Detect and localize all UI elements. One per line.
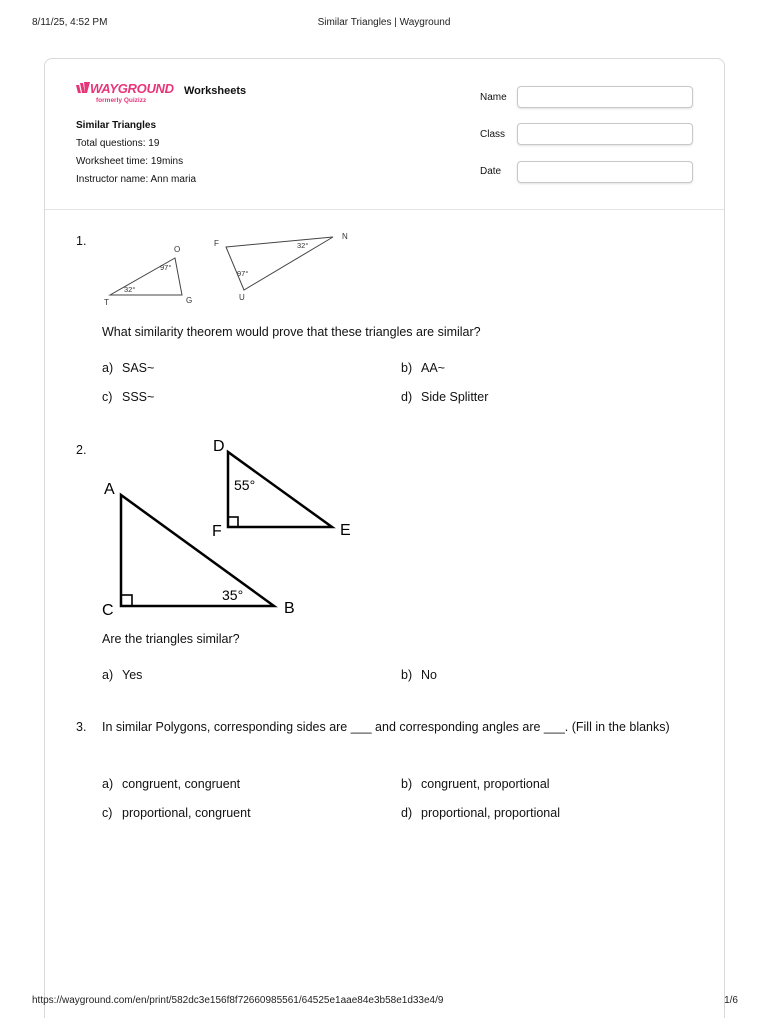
angle-32-b: 32° bbox=[297, 241, 309, 250]
label-T: T bbox=[104, 298, 109, 307]
option-text: proportional, proportional bbox=[421, 806, 560, 820]
question-2-number: 2. bbox=[76, 443, 87, 457]
option-letter: c) bbox=[102, 390, 113, 404]
label-F-q2: F bbox=[212, 523, 222, 540]
label-A: A bbox=[104, 481, 115, 498]
print-footer bbox=[0, 995, 768, 1009]
angle-35: 35° bbox=[222, 587, 244, 603]
q1-option-c[interactable] bbox=[102, 390, 154, 404]
total-questions: Total questions: 19 bbox=[76, 138, 160, 149]
option-letter: c) bbox=[102, 806, 113, 820]
date-input[interactable] bbox=[517, 161, 693, 183]
option-letter: d) bbox=[401, 390, 413, 404]
label-C: C bbox=[102, 602, 114, 619]
label-B: B bbox=[284, 600, 295, 617]
option-letter: b) bbox=[401, 361, 413, 375]
worksheet-title: Similar Triangles bbox=[76, 120, 157, 131]
right-angle-F bbox=[228, 517, 238, 527]
q1-option-d[interactable] bbox=[401, 390, 488, 404]
label-D: D bbox=[213, 438, 225, 455]
brand-name: WAYGROUND bbox=[90, 81, 174, 96]
label-F: F bbox=[214, 239, 219, 248]
option-letter: a) bbox=[102, 668, 114, 682]
page-count: 1/6 bbox=[724, 995, 738, 1006]
option-text: No bbox=[421, 668, 437, 682]
option-text: congruent, congruent bbox=[122, 777, 241, 791]
class-input[interactable] bbox=[517, 123, 693, 145]
question-1-text: What similarity theorem would prove that these triangles are similar? bbox=[102, 325, 481, 339]
label-O: O bbox=[174, 245, 181, 254]
label-G: G bbox=[186, 296, 193, 305]
q1-option-a[interactable] bbox=[102, 361, 154, 375]
name-label: Name bbox=[480, 92, 507, 103]
option-letter: b) bbox=[401, 777, 413, 791]
question-2-text: Are the triangles similar? bbox=[102, 632, 240, 646]
option-text: AA~ bbox=[421, 361, 445, 375]
option-text: congruent, proportional bbox=[421, 777, 550, 791]
label-E: E bbox=[340, 522, 351, 539]
option-letter: b) bbox=[401, 668, 413, 682]
angle-32-a: 32° bbox=[124, 285, 136, 294]
option-text: proportional, congruent bbox=[122, 806, 251, 820]
name-input[interactable] bbox=[517, 86, 693, 108]
angle-97-b: 97° bbox=[237, 269, 249, 278]
wayground-logo bbox=[76, 81, 180, 111]
question-2-figure bbox=[96, 432, 366, 622]
right-angle-C bbox=[121, 595, 132, 606]
option-text: Yes bbox=[122, 668, 143, 682]
q2-option-b[interactable] bbox=[401, 668, 437, 682]
angle-55: 55° bbox=[234, 477, 256, 493]
brand-wordmark bbox=[76, 81, 174, 96]
option-text: SAS~ bbox=[122, 361, 155, 375]
q3-option-b[interactable] bbox=[401, 777, 550, 791]
worksheet-header bbox=[45, 59, 724, 210]
print-header bbox=[0, 17, 768, 31]
worksheets-label: Worksheets bbox=[184, 85, 247, 97]
q1-option-b[interactable] bbox=[401, 361, 445, 375]
brand-subtitle: formerly Quizizz bbox=[96, 97, 147, 104]
question-1-figure bbox=[100, 228, 360, 308]
print-date: 8/11/25, 4:52 PM bbox=[32, 17, 108, 28]
q3-option-a[interactable] bbox=[102, 777, 240, 791]
option-letter: a) bbox=[102, 361, 114, 375]
print-title: Similar Triangles | Wayground bbox=[317, 17, 451, 28]
date-label: Date bbox=[480, 166, 502, 177]
option-letter: a) bbox=[102, 777, 114, 791]
label-U: U bbox=[239, 293, 245, 302]
instructor-name: Instructor name: Ann maria bbox=[76, 174, 197, 185]
option-text: SSS~ bbox=[122, 390, 155, 404]
label-N: N bbox=[342, 232, 348, 241]
worksheet-time: Worksheet time: 19mins bbox=[76, 156, 184, 167]
option-letter: d) bbox=[401, 806, 413, 820]
triangle-FNU bbox=[226, 237, 333, 290]
angle-97-a: 97° bbox=[160, 263, 172, 272]
brand-mark-icon bbox=[76, 81, 90, 96]
triangle-ACB bbox=[121, 495, 274, 606]
class-label: Class bbox=[480, 129, 506, 140]
question-3-text: In similar Polygons, corresponding sides are ___ and corresponding angles are ___. (Fill in the blanks) bbox=[102, 720, 670, 734]
print-url: https://wayground.com/en/print/582dc3e156f8f72660985561/64525e1aae84e3b58e1d33e4/9 bbox=[32, 995, 444, 1006]
question-1-number: 1. bbox=[76, 234, 87, 248]
q3-option-c[interactable] bbox=[102, 806, 251, 820]
q3-option-d[interactable] bbox=[401, 806, 560, 820]
question-3-number: 3. bbox=[76, 720, 87, 734]
q2-option-a[interactable] bbox=[102, 668, 142, 682]
option-text: Side Splitter bbox=[421, 390, 489, 404]
